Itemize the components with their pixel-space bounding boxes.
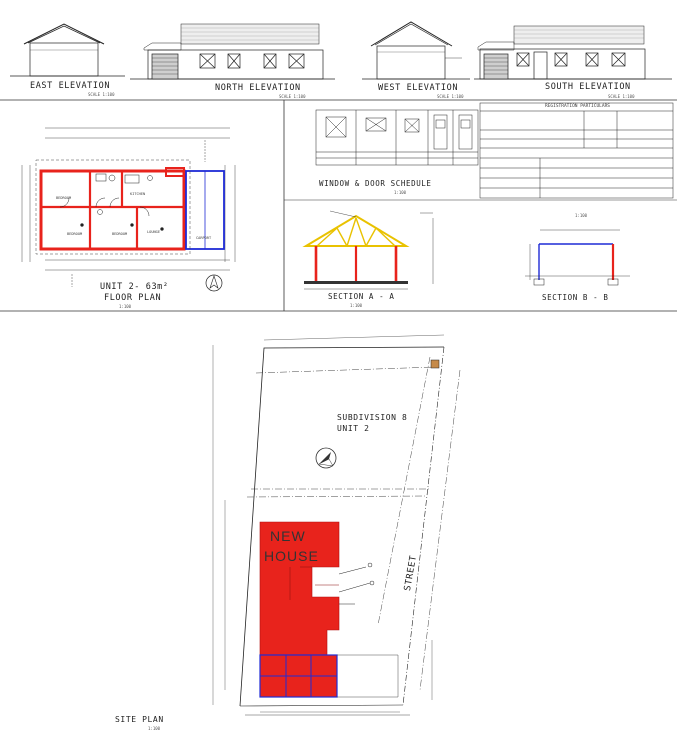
site-subdivision-label: SUBDIVISION 8	[337, 413, 408, 422]
west-elevation-scale: SCALE 1:100	[437, 94, 464, 99]
section-aa-drawing	[304, 211, 433, 289]
room-label-carport: CARPORT	[196, 236, 212, 240]
section-aa-title: SECTION A - A	[328, 292, 395, 301]
new-house-label-line2: HOUSE	[264, 548, 319, 564]
schedule-title: WINDOW & DOOR SCHEDULE	[319, 179, 432, 188]
schedule-table-drawing	[316, 110, 478, 165]
schedule-scale: 1:100	[394, 190, 407, 195]
floor-plan-title-line1: UNIT 2- 63m²	[100, 282, 169, 292]
east-elevation-title: EAST ELEVATION	[30, 81, 111, 91]
north-elevation-drawing	[130, 24, 335, 79]
south-elevation-drawing	[474, 26, 672, 79]
south-elevation-scale: SCALE 1:100	[608, 94, 635, 99]
east-elevation-drawing	[10, 24, 125, 76]
room-label-bedroom-3: BEDROOM	[112, 232, 128, 236]
north-elevation-scale: SCALE 1:100	[279, 94, 306, 99]
west-elevation-drawing	[362, 22, 470, 79]
east-elevation-scale: SCALE 1:100	[88, 92, 115, 97]
site-plan-scale: 1:100	[148, 726, 161, 731]
registration-title: REGISTRATION PARTICULARS	[545, 104, 611, 109]
floor-plan-title-line2: FLOOR PLAN	[104, 293, 162, 303]
site-plan-drawing	[213, 335, 460, 715]
site-unit-label: UNIT 2	[337, 424, 370, 433]
room-label-lounge: LOUNGE	[147, 230, 160, 234]
site-street-label: STREET	[403, 554, 420, 592]
section-aa-scale: 1:100	[350, 303, 363, 308]
registration-table-drawing	[480, 103, 673, 198]
south-elevation-title: SOUTH ELEVATION	[545, 82, 631, 92]
new-house-label-line1: NEW	[270, 528, 306, 544]
north-elevation-title: NORTH ELEVATION	[215, 83, 301, 93]
section-bb-title: SECTION B - B	[542, 293, 609, 302]
room-label-bedroom-1: BEDROOM	[56, 196, 72, 200]
floor-plan-north-arrow-icon	[206, 275, 222, 291]
floor-plan-scale: 1:100	[119, 304, 132, 309]
site-plan-title: SITE PLAN	[115, 715, 164, 724]
room-label-bedroom-2: BEDROOM	[67, 232, 83, 236]
section-bb-drawing	[525, 230, 630, 285]
floor-plan-drawing	[22, 128, 235, 291]
room-label-kitchen: KITCHEN	[130, 192, 146, 196]
section-bb-scale: 1:100	[575, 213, 588, 218]
west-elevation-title: WEST ELEVATION	[378, 83, 459, 93]
